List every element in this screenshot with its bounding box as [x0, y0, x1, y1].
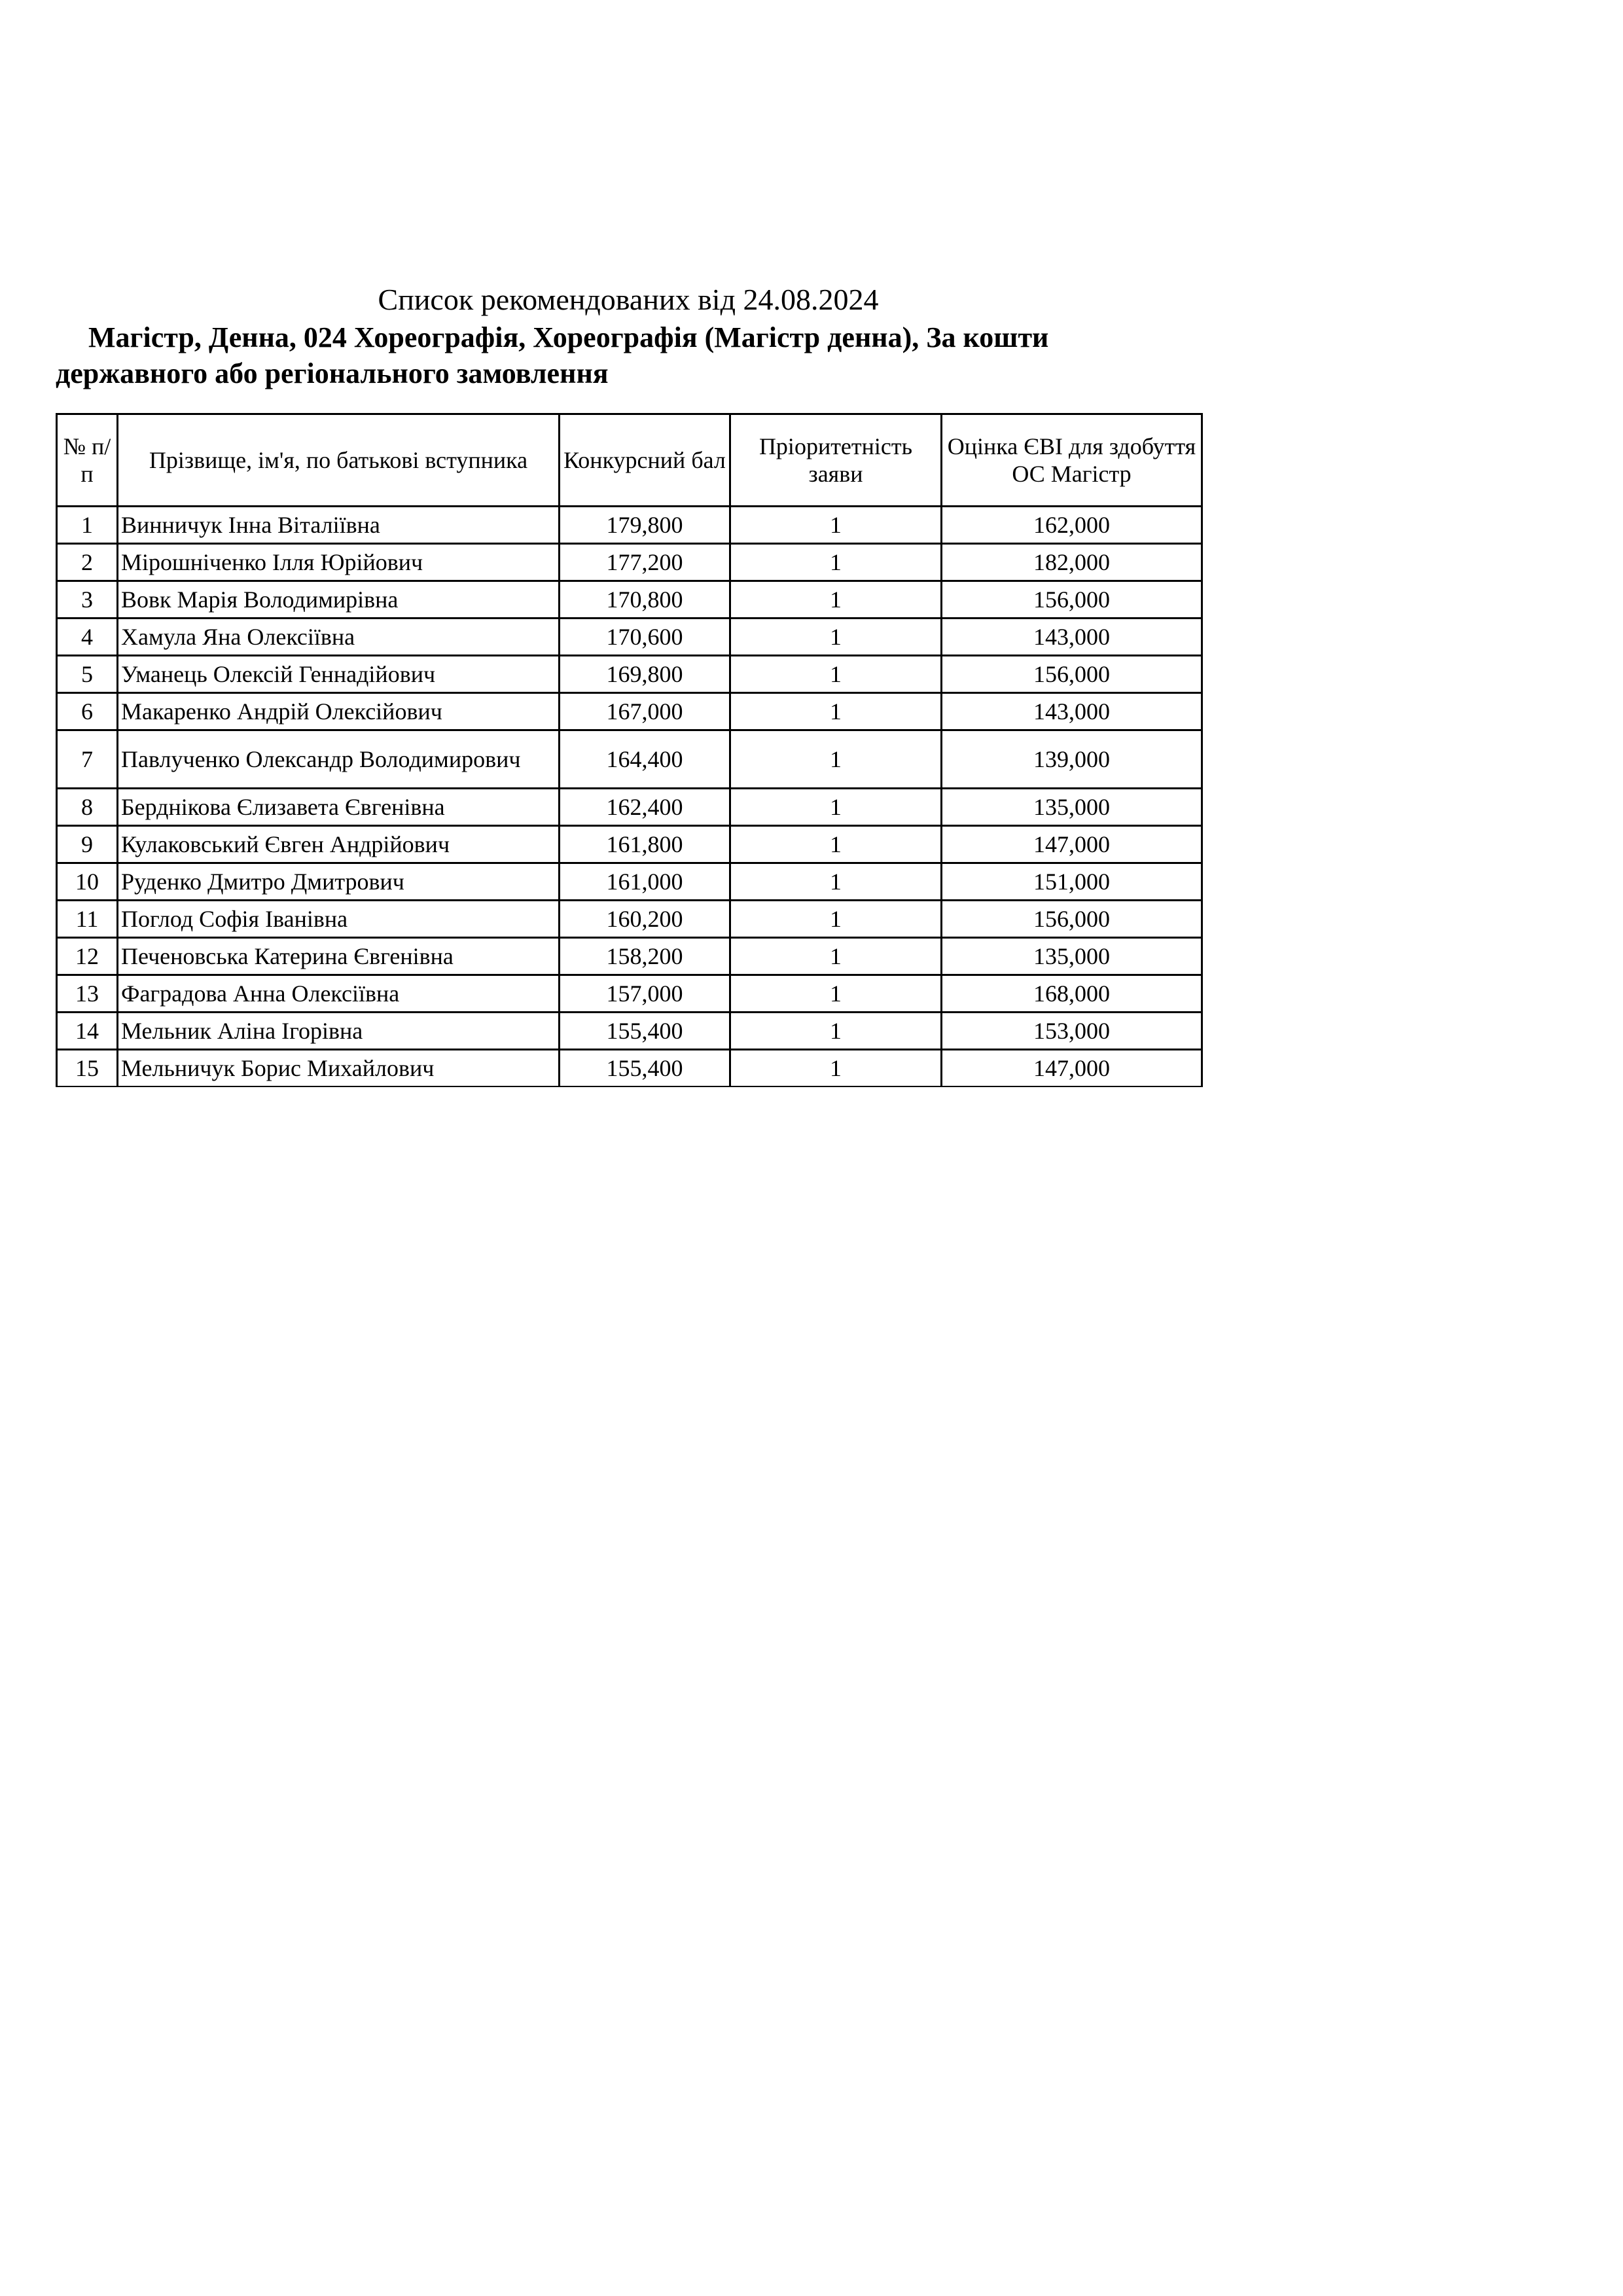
cell-name: Поглод Софія Іванівна [118, 901, 560, 938]
cell-evi: 156,000 [942, 901, 1202, 938]
cell-score: 161,000 [560, 863, 730, 901]
cell-score: 177,200 [560, 544, 730, 581]
header-name: Прізвище, ім'я, по батькові вступника [118, 414, 560, 507]
recommended-list-table [56, 413, 1203, 1087]
header-num-label: № п/п [63, 433, 111, 487]
cell-name: Уманець Олексій Геннадійович [118, 656, 560, 693]
cell-evi: 139,000 [942, 730, 1202, 789]
cell-score: 164,400 [560, 730, 730, 789]
header-priority: Пріоритетність заяви [730, 414, 942, 507]
cell-evi: 147,000 [942, 826, 1202, 863]
table-row [57, 619, 1202, 656]
cell-num: 8 [57, 789, 118, 826]
cell-score: 161,800 [560, 826, 730, 863]
cell-evi: 143,000 [942, 619, 1202, 656]
cell-num: 13 [57, 975, 118, 1013]
table-body [57, 507, 1202, 1087]
cell-evi: 182,000 [942, 544, 1202, 581]
cell-priority: 1 [730, 938, 942, 975]
table-row [57, 1013, 1202, 1050]
cell-priority: 1 [730, 544, 942, 581]
cell-score: 170,800 [560, 581, 730, 619]
cell-priority: 1 [730, 619, 942, 656]
cell-priority: 1 [730, 789, 942, 826]
table-row [57, 1050, 1202, 1087]
table-row [57, 975, 1202, 1013]
cell-evi: 151,000 [942, 863, 1202, 901]
table-row [57, 693, 1202, 730]
cell-evi: 156,000 [942, 581, 1202, 619]
table-header-row [57, 414, 1202, 507]
header-score: Конкурсний бал [560, 414, 730, 507]
cell-score: 158,200 [560, 938, 730, 975]
cell-evi: 153,000 [942, 1013, 1202, 1050]
cell-evi: 156,000 [942, 656, 1202, 693]
cell-priority: 1 [730, 863, 942, 901]
cell-name: Макаренко Андрій Олексійович [118, 693, 560, 730]
cell-priority: 1 [730, 656, 942, 693]
cell-evi: 168,000 [942, 975, 1202, 1013]
cell-score: 160,200 [560, 901, 730, 938]
document-title: Список рекомендованих від 24.08.2024 [378, 283, 879, 316]
cell-priority: 1 [730, 975, 942, 1013]
table-row [57, 581, 1202, 619]
cell-num: 2 [57, 544, 118, 581]
cell-num: 5 [57, 656, 118, 693]
cell-evi: 147,000 [942, 1050, 1202, 1087]
cell-evi: 143,000 [942, 693, 1202, 730]
cell-evi: 135,000 [942, 938, 1202, 975]
cell-name: Берднікова Єлизавета Євгенівна [118, 789, 560, 826]
table-row [57, 507, 1202, 544]
table-row [57, 544, 1202, 581]
table-row [57, 938, 1202, 975]
table-row [57, 656, 1202, 693]
cell-priority: 1 [730, 1050, 942, 1087]
cell-name: Мельник Аліна Ігорівна [118, 1013, 560, 1050]
cell-num: 14 [57, 1013, 118, 1050]
cell-num: 11 [57, 901, 118, 938]
table-row [57, 826, 1202, 863]
cell-score: 169,800 [560, 656, 730, 693]
cell-num: 9 [57, 826, 118, 863]
cell-num: 12 [57, 938, 118, 975]
cell-num: 15 [57, 1050, 118, 1087]
cell-name: Печеновська Катерина Євгенівна [118, 938, 560, 975]
cell-score: 155,400 [560, 1013, 730, 1050]
cell-num: 10 [57, 863, 118, 901]
cell-score: 162,400 [560, 789, 730, 826]
cell-priority: 1 [730, 730, 942, 789]
cell-name: Павлученко Олександр Володимирович [118, 730, 560, 789]
cell-priority: 1 [730, 581, 942, 619]
cell-name: Винничук Інна Віталіївна [118, 507, 560, 544]
cell-name: Руденко Дмитро Дмитрович [118, 863, 560, 901]
cell-num: 6 [57, 693, 118, 730]
cell-priority: 1 [730, 507, 942, 544]
cell-name: Кулаковський Євген Андрійович [118, 826, 560, 863]
header-evi: Оцінка ЄВІ для здобуття ОС Магістр [942, 414, 1202, 507]
cell-evi: 135,000 [942, 789, 1202, 826]
cell-name: Мірошніченко Ілля Юрійович [118, 544, 560, 581]
table-row [57, 730, 1202, 789]
cell-name: Фаградова Анна Олексіївна [118, 975, 560, 1013]
table-row [57, 901, 1202, 938]
cell-priority: 1 [730, 901, 942, 938]
header-num [57, 414, 118, 507]
cell-priority: 1 [730, 826, 942, 863]
cell-name: Вовк Марія Володимирівна [118, 581, 560, 619]
table-row [57, 863, 1202, 901]
cell-num: 3 [57, 581, 118, 619]
cell-num: 1 [57, 507, 118, 544]
cell-priority: 1 [730, 1013, 942, 1050]
cell-priority: 1 [730, 693, 942, 730]
document-subtitle: Магістр, Денна, 024 Хореографія, Хореографія (Магістр денна), За кошти державного або регіонального замовлення [56, 321, 1049, 389]
cell-score: 157,000 [560, 975, 730, 1013]
cell-score: 179,800 [560, 507, 730, 544]
table-row [57, 789, 1202, 826]
cell-name: Хамула Яна Олексіївна [118, 619, 560, 656]
cell-score: 167,000 [560, 693, 730, 730]
cell-num: 7 [57, 730, 118, 789]
cell-score: 155,400 [560, 1050, 730, 1087]
cell-name: Мельничук Борис Михайлович [118, 1050, 560, 1087]
cell-evi: 162,000 [942, 507, 1202, 544]
cell-score: 170,600 [560, 619, 730, 656]
cell-num: 4 [57, 619, 118, 656]
